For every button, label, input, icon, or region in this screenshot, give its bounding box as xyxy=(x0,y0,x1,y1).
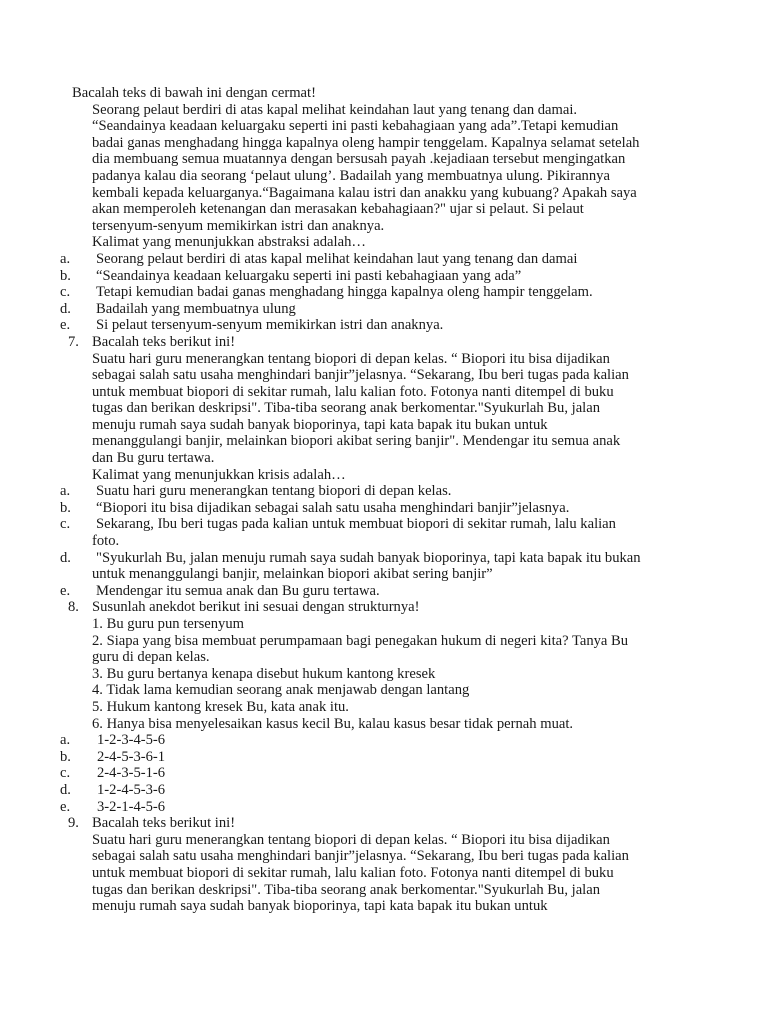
q7-option-b xyxy=(0,500,768,517)
passage-line: “Seandainya keadaan keluargaku seperti ini pasti kebahagiaan yang ada”.Tetapi kemudian xyxy=(92,118,619,135)
document-page xyxy=(0,85,768,915)
q8-option-e xyxy=(0,799,768,816)
passage-line: badai ganas menghadang hingga kapalnya oleng hampir tenggelam. Kapalnya selamat setelah xyxy=(92,134,640,151)
q6-option-c xyxy=(0,284,768,301)
passage-line: kembali kepada keluarganya.“Bagaimana kalau istri dan anakku yang kubuang? Apakah saya xyxy=(92,184,637,201)
q8-options xyxy=(0,732,768,815)
passage-line: sebagai salah satu usaha menghindari banjir”jelasnya. “Sekarang, Ibu beri tugas pada kalian xyxy=(92,848,629,865)
passage-line: tugas dan berikan deskripsi". Tiba-tiba seorang anak berkomentar."Syukurlah Bu, jalan xyxy=(92,400,600,417)
q7-option-c xyxy=(0,516,768,533)
q8-items xyxy=(0,616,768,732)
q7-question: Kalimat yang menunjukkan krisis adalah… xyxy=(92,466,346,483)
q7-options xyxy=(0,483,768,599)
q8-option-d xyxy=(0,782,768,799)
passage-line: Seorang pelaut berdiri di atas kapal melihat keindahan laut yang tenang dan damai. xyxy=(92,101,578,118)
passage-line: tugas dan berikan deskripsi". Tiba-tiba seorang anak berkomentar."Syukurlah Bu, jalan xyxy=(92,881,600,898)
question-number: 9. xyxy=(68,815,79,832)
option-letter: a. xyxy=(60,250,71,267)
anecdote-item: 4. Tidak lama kemudian seorang anak menjawab dengan lantang xyxy=(92,682,470,699)
option-letter: c. xyxy=(60,284,71,301)
option-text: Badailah yang membuatnya ulung xyxy=(96,300,296,317)
option-text: Sekarang, Ibu beri tugas pada kalian untuk membuat biopori di sekitar rumah, lalu kalian xyxy=(96,516,616,533)
passage-line: untuk membuat biopori di sekitar rumah, lalu kalian foto. Fotonya nanti ditempel di buku xyxy=(92,383,614,400)
option-continuation: foto. xyxy=(92,533,120,550)
q6-question: Kalimat yang menunjukkan abstraksi adalah… xyxy=(92,234,366,251)
q7-option-e xyxy=(0,583,768,600)
option-text: “Biopori itu bisa dijadikan sebagai salah satu usaha menghindari banjir”jelasnya. xyxy=(96,499,570,516)
option-letter: a. xyxy=(60,732,71,749)
q6-option-e xyxy=(0,317,768,334)
q7-option-d xyxy=(0,550,768,567)
question-heading: Bacalah teks berikut ini! xyxy=(92,333,236,350)
option-text: 1-2-3-4-5-6 xyxy=(97,732,166,749)
passage-line: akan memperoleh ketenangan dan merasakan kebahagiaan?" ujar si pelaut. Si pelaut xyxy=(92,201,584,218)
anecdote-item: 3. Bu guru bertanya kenapa disebut hukum kantong kresek xyxy=(92,665,436,682)
question-heading: Susunlah anekdot berikut ini sesuai dengan strukturnya! xyxy=(92,599,420,616)
q6-option-b xyxy=(0,268,768,285)
option-text: Suatu hari guru menerangkan tentang biopori di depan kelas. xyxy=(96,483,452,500)
passage-line: menuju rumah saya sudah banyak bioporinya, tapi kata bapak itu bukan untuk xyxy=(92,898,548,915)
anecdote-item: 1. Bu guru pun tersenyum xyxy=(92,616,245,632)
q8-option-c xyxy=(0,765,768,782)
option-letter: a. xyxy=(60,483,71,500)
q8-heading xyxy=(0,599,768,616)
option-text: 2-4-3-5-1-6 xyxy=(97,765,166,782)
option-letter: c. xyxy=(60,516,71,533)
option-text: Mendengar itu semua anak dan Bu guru tertawa. xyxy=(96,582,380,599)
q6-option-a xyxy=(0,251,768,268)
q7-option-a xyxy=(0,483,768,500)
passage-line: dan Bu guru tertawa. xyxy=(92,450,215,467)
option-letter: b. xyxy=(60,748,71,765)
option-letter: d. xyxy=(60,549,71,566)
option-text: Si pelaut tersenyum-senyum memikirkan istri dan anaknya. xyxy=(96,317,444,334)
anecdote-item: 2. Siapa yang bisa membuat perumpamaan bagi penegakan hukum di negeri kita? Tanya Bu xyxy=(92,632,629,649)
option-letter: c. xyxy=(60,765,71,782)
option-text: 3-2-1-4-5-6 xyxy=(97,798,166,815)
q7-heading xyxy=(0,334,768,351)
passage-line: dia membuang semua muatannya dengan bersusah payah .kejadiaan tersebut mengingatkan xyxy=(92,151,626,168)
question-heading: Bacalah teks berikut ini! xyxy=(92,815,236,832)
passage-line: sebagai salah satu usaha menghindari banjir”jelasnya. “Sekarang, Ibu beri tugas pada kalian xyxy=(92,367,629,384)
q6-options xyxy=(0,251,768,334)
anecdote-item: guru di depan kelas. xyxy=(92,649,210,666)
option-letter: b. xyxy=(60,499,71,516)
passage-line: tersenyum-senyum memikirkan istri dan anaknya. xyxy=(92,217,385,234)
question-number: 8. xyxy=(68,599,79,616)
option-letter: e. xyxy=(60,582,71,599)
option-letter: e. xyxy=(60,317,71,334)
q9-passage xyxy=(0,832,768,915)
option-letter: e. xyxy=(60,798,71,815)
option-letter: d. xyxy=(60,781,71,798)
option-text: Tetapi kemudian badai ganas menghadang hingga kapalnya oleng hampir tenggelam. xyxy=(96,284,593,301)
q6-option-d xyxy=(0,301,768,318)
q7-passage xyxy=(0,351,768,467)
q6-passage xyxy=(0,102,768,235)
q9-heading xyxy=(0,815,768,832)
option-text: “Seandainya keadaan keluargaku seperti ini pasti kebahagiaan yang ada” xyxy=(96,267,522,284)
passage-line: menuju rumah saya sudah banyak bioporinya, tapi kata bapak itu bukan untuk xyxy=(92,416,548,433)
option-continuation: untuk menanggulangi banjir, melainkan biopori akibat sering banjir” xyxy=(92,566,493,583)
passage-line: menanggulangi banjir, melainkan biopori akibat sering banjir". Mendengar itu semua anak xyxy=(92,433,621,450)
option-text: "Syukurlah Bu, jalan menuju rumah saya sudah banyak bioporinya, tapi kata bapak itu bukan xyxy=(96,549,641,566)
question-number: 7. xyxy=(68,333,79,350)
anecdote-item: 5. Hukum kantong kresek Bu, kata anak itu. xyxy=(92,698,349,715)
passage-line: Suatu hari guru menerangkan tentang biopori di depan kelas. “ Biopori itu bisa dijadikan xyxy=(92,350,610,367)
q8-option-a xyxy=(0,732,768,749)
option-text: 2-4-5-3-6-1 xyxy=(97,748,166,765)
passage-line: Suatu hari guru menerangkan tentang biopori di depan kelas. “ Biopori itu bisa dijadikan xyxy=(92,831,610,848)
passage-line: padanya kalau dia seorang ‘pelaut ulung’. Badailah yang membuatnya ulung. Pikirannya xyxy=(92,167,610,184)
option-text: Seorang pelaut berdiri di atas kapal melihat keindahan laut yang tenang dan damai xyxy=(96,250,578,267)
q8-option-b xyxy=(0,749,768,766)
passage-line: untuk membuat biopori di sekitar rumah, lalu kalian foto. Fotonya nanti ditempel di buku xyxy=(92,864,614,881)
option-letter: d. xyxy=(60,300,71,317)
option-text: 1-2-4-5-3-6 xyxy=(97,781,166,798)
anecdote-item: 6. Hanya bisa menyelesaikan kasus kecil Bu, kalau kasus besar tidak pernah muat. xyxy=(92,715,574,732)
intro-instruction: Bacalah teks di bawah ini dengan cermat! xyxy=(72,85,316,101)
option-letter: b. xyxy=(60,267,71,284)
